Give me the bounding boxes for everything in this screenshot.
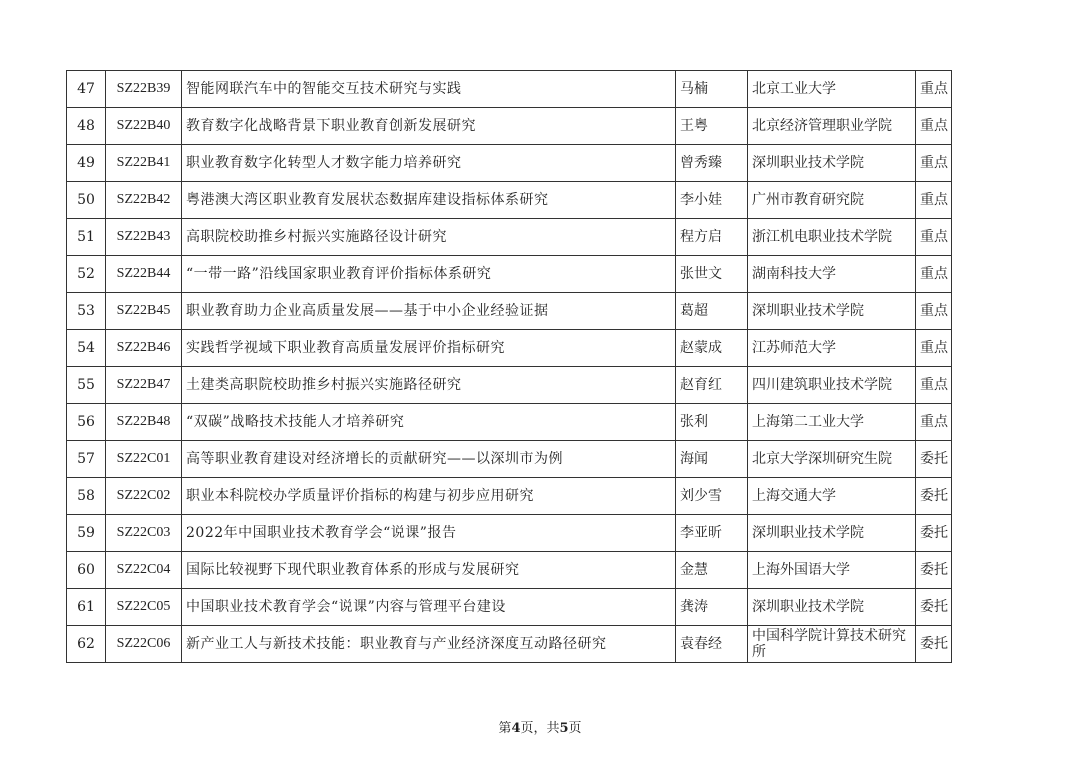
- row-number: 57: [67, 441, 106, 478]
- row-number: 51: [67, 219, 106, 256]
- project-list-table: [66, 70, 952, 663]
- row-number: 48: [67, 108, 106, 145]
- project-type: 重点: [916, 256, 952, 293]
- project-type: 重点: [916, 71, 952, 108]
- project-type: 重点: [916, 219, 952, 256]
- row-number: 59: [67, 515, 106, 552]
- organization: 深圳职业技术学院: [748, 293, 916, 330]
- project-title: 实践哲学视域下职业教育高质量发展评价指标研究: [182, 330, 676, 367]
- project-leader: 刘少雪: [676, 478, 748, 515]
- project-type: 委托: [916, 626, 952, 663]
- project-type: 重点: [916, 182, 952, 219]
- project-type: 委托: [916, 552, 952, 589]
- project-title: 土建类高职院校助推乡村振兴实施路径研究: [182, 367, 676, 404]
- row-number: 61: [67, 589, 106, 626]
- project-title: “双碳”战略技术技能人才培养研究: [182, 404, 676, 441]
- footer-page-number: 4: [511, 721, 521, 736]
- organization: 浙江机电职业技术学院: [748, 219, 916, 256]
- table-row: [67, 515, 952, 552]
- project-title: 国际比较视野下现代职业教育体系的形成与发展研究: [182, 552, 676, 589]
- project-leader: 金慧: [676, 552, 748, 589]
- table-row: [67, 441, 952, 478]
- project-code: SZ22C01: [106, 441, 182, 478]
- organization: 湖南科技大学: [748, 256, 916, 293]
- row-number: 53: [67, 293, 106, 330]
- project-title: 职业教育数字化转型人才数字能力培养研究: [182, 145, 676, 182]
- table-row: [67, 589, 952, 626]
- organization: 上海交通大学: [748, 478, 916, 515]
- project-code: SZ22B46: [106, 330, 182, 367]
- row-number: 49: [67, 145, 106, 182]
- project-leader: 龚涛: [676, 589, 748, 626]
- project-code: SZ22C03: [106, 515, 182, 552]
- project-type: 重点: [916, 404, 952, 441]
- project-title: 高职院校助推乡村振兴实施路径设计研究: [182, 219, 676, 256]
- row-number: 54: [67, 330, 106, 367]
- project-code: SZ22C02: [106, 478, 182, 515]
- project-code: SZ22B40: [106, 108, 182, 145]
- table-row: [67, 626, 952, 663]
- table-row: [67, 256, 952, 293]
- organization: 深圳职业技术学院: [748, 515, 916, 552]
- project-leader: 海闻: [676, 441, 748, 478]
- organization: 北京经济管理职业学院: [748, 108, 916, 145]
- row-number: 50: [67, 182, 106, 219]
- organization: 深圳职业技术学院: [748, 589, 916, 626]
- project-leader: 李亚昕: [676, 515, 748, 552]
- project-leader: 张利: [676, 404, 748, 441]
- organization: 四川建筑职业技术学院: [748, 367, 916, 404]
- project-leader: 程方启: [676, 219, 748, 256]
- project-code: SZ22B44: [106, 256, 182, 293]
- row-number: 52: [67, 256, 106, 293]
- project-title: 智能网联汽车中的智能交互技术研究与实践: [182, 71, 676, 108]
- table-row: [67, 71, 952, 108]
- project-type: 重点: [916, 367, 952, 404]
- row-number: 56: [67, 404, 106, 441]
- organization: 深圳职业技术学院: [748, 145, 916, 182]
- page-footer: [0, 717, 1080, 736]
- project-title: 粤港澳大湾区职业教育发展状态数据库建设指标体系研究: [182, 182, 676, 219]
- project-title: 职业本科院校办学质量评价指标的构建与初步应用研究: [182, 478, 676, 515]
- organization: 上海外国语大学: [748, 552, 916, 589]
- project-type: 重点: [916, 108, 952, 145]
- organization: 江苏师范大学: [748, 330, 916, 367]
- table-body: [67, 71, 952, 663]
- project-type: 委托: [916, 515, 952, 552]
- table-row: [67, 219, 952, 256]
- project-leader: 王粤: [676, 108, 748, 145]
- project-code: SZ22B45: [106, 293, 182, 330]
- project-leader: 赵蒙成: [676, 330, 748, 367]
- project-leader: 赵育红: [676, 367, 748, 404]
- project-title: “一带一路”沿线国家职业教育评价指标体系研究: [182, 256, 676, 293]
- project-code: SZ22B42: [106, 182, 182, 219]
- table-row: [67, 293, 952, 330]
- organization: 北京大学深圳研究生院: [748, 441, 916, 478]
- footer-prefix: 第: [498, 721, 512, 736]
- table-row: [67, 552, 952, 589]
- project-type: 委托: [916, 478, 952, 515]
- project-type: 委托: [916, 589, 952, 626]
- project-type: 重点: [916, 293, 952, 330]
- project-code: SZ22B47: [106, 367, 182, 404]
- project-code: SZ22C05: [106, 589, 182, 626]
- project-leader: 袁春经: [676, 626, 748, 663]
- project-code: SZ22B43: [106, 219, 182, 256]
- project-type: 委托: [916, 441, 952, 478]
- project-leader: 张世文: [676, 256, 748, 293]
- project-title: 高等职业教育建设对经济增长的贡献研究——以深圳市为例: [182, 441, 676, 478]
- organization: 中国科学院计算技术研究所: [748, 626, 916, 663]
- project-type: 重点: [916, 145, 952, 182]
- project-code: SZ22B48: [106, 404, 182, 441]
- row-number: 60: [67, 552, 106, 589]
- project-code: SZ22B39: [106, 71, 182, 108]
- table-row: [67, 108, 952, 145]
- project-title: 教育数字化战略背景下职业教育创新发展研究: [182, 108, 676, 145]
- row-number: 58: [67, 478, 106, 515]
- table-row: [67, 145, 952, 182]
- project-title: 中国职业技术教育学会“说课”内容与管理平台建设: [182, 589, 676, 626]
- table-row: [67, 367, 952, 404]
- row-number: 55: [67, 367, 106, 404]
- project-leader: 李小娃: [676, 182, 748, 219]
- project-type: 重点: [916, 330, 952, 367]
- project-code: SZ22C06: [106, 626, 182, 663]
- project-code: SZ22C04: [106, 552, 182, 589]
- organization: 上海第二工业大学: [748, 404, 916, 441]
- project-leader: 马楠: [676, 71, 748, 108]
- organization: 北京工业大学: [748, 71, 916, 108]
- footer-total-pages: 5: [559, 721, 569, 736]
- table-row: [67, 478, 952, 515]
- footer-middle: 页，共: [520, 721, 560, 736]
- organization: 广州市教育研究院: [748, 182, 916, 219]
- project-title: 2022年中国职业技术教育学会“说课”报告: [182, 515, 676, 552]
- table-row: [67, 404, 952, 441]
- table-row: [67, 330, 952, 367]
- project-leader: 葛超: [676, 293, 748, 330]
- project-title: 新产业工人与新技术技能：职业教育与产业经济深度互动路径研究: [182, 626, 676, 663]
- project-leader: 曾秀臻: [676, 145, 748, 182]
- table-row: [67, 182, 952, 219]
- row-number: 62: [67, 626, 106, 663]
- project-code: SZ22B41: [106, 145, 182, 182]
- footer-suffix: 页: [568, 721, 582, 736]
- row-number: 47: [67, 71, 106, 108]
- project-title: 职业教育助力企业高质量发展——基于中小企业经验证据: [182, 293, 676, 330]
